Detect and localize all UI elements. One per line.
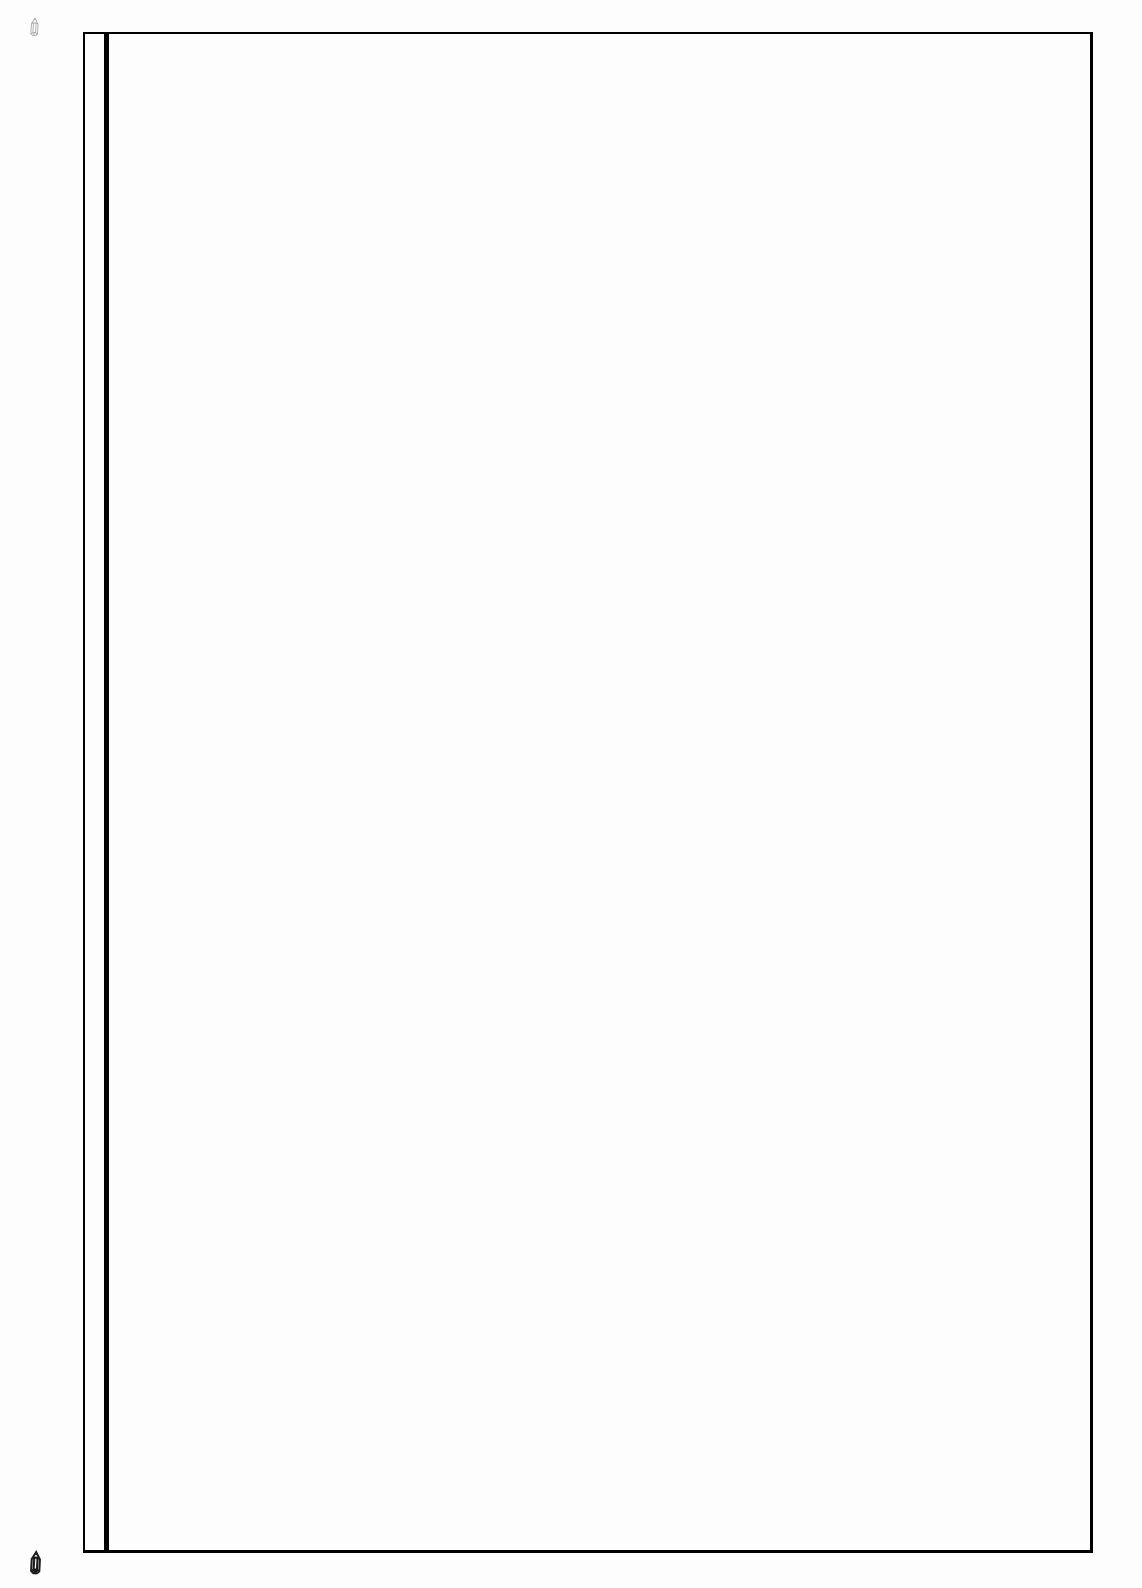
pencil-annotation-icon: ✎ <box>17 1543 56 1582</box>
table-header-row <box>85 34 109 1550</box>
pencil-annotation-light-icon: ✎ <box>19 10 52 43</box>
frequency-allocation-table <box>83 32 1093 1553</box>
